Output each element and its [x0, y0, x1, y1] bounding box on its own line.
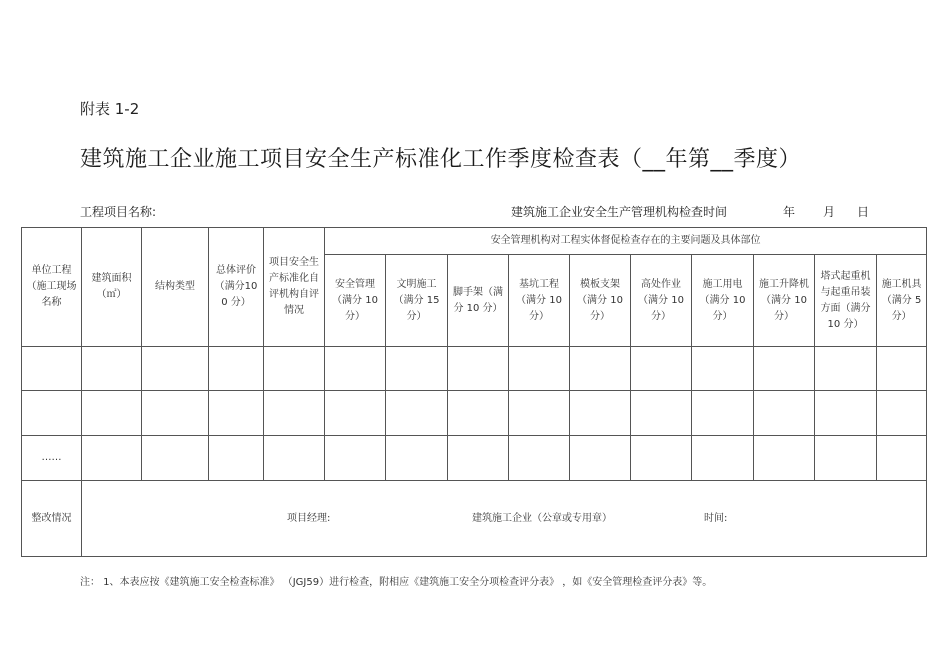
table-cell: [82, 347, 142, 391]
day-label: 日: [857, 205, 870, 219]
table-cell: [264, 347, 325, 391]
table-cell: [142, 436, 209, 481]
table-cell: [386, 436, 448, 481]
table-cell: [386, 391, 448, 436]
table-cell: [754, 391, 815, 436]
footer-time-label: 时间:: [704, 512, 728, 524]
table-cell: [509, 436, 570, 481]
subheader-formwork: 模板支架（满分 10 分）: [570, 255, 631, 347]
table-cell: [815, 436, 877, 481]
header-total-score: 总体评价（满分100 分）: [209, 228, 264, 347]
table-cell: [631, 347, 692, 391]
table-cell: [692, 391, 754, 436]
table-cell: [209, 436, 264, 481]
subheader-foundation-pit: 基坑工程（满分 10 分）: [509, 255, 570, 347]
attachment-label: 附表 1-2: [80, 100, 140, 118]
table-cell: [754, 436, 815, 481]
project-manager-label: 项目经理:: [287, 512, 331, 524]
subheader-machinery: 施工机具（满分 5 分）: [877, 255, 927, 347]
subheader-tower-crane: 塔式起重机与起重吊装方面（满分 10 分）: [815, 255, 877, 347]
table-row: [22, 391, 927, 436]
table-cell: [22, 391, 82, 436]
footnote: 注： 1、本表应按《建筑施工安全检查标准》 （JGJ59）进行检查，附相应《建筑施工安全分项检查评分表》 ，如《安全管理检查评分表》等。: [80, 577, 713, 588]
table-cell: [877, 436, 927, 481]
table-cell: [82, 436, 142, 481]
table-cell: [692, 436, 754, 481]
table-cell: [570, 391, 631, 436]
ellipsis-cell: ……: [22, 436, 82, 481]
year-label: 年: [783, 205, 796, 219]
subheader-safety-mgmt: 安全管理（满分 10 分）: [325, 255, 386, 347]
table-cell: [570, 436, 631, 481]
project-name-label: 工程项目名称:: [80, 205, 157, 219]
rectification-label: 整改情况: [22, 481, 82, 557]
table-cell: [325, 436, 386, 481]
table-cell: [142, 391, 209, 436]
table-cell: [264, 391, 325, 436]
table-cell: [22, 347, 82, 391]
table-cell: [631, 436, 692, 481]
table-cell: [325, 391, 386, 436]
header-area: 建筑面积（㎡）: [82, 228, 142, 347]
rectification-cell: [82, 481, 927, 557]
table-cell: [142, 347, 209, 391]
inspection-table: [21, 227, 927, 557]
table-cell: [754, 347, 815, 391]
table-cell: [877, 391, 927, 436]
table-cell: [570, 347, 631, 391]
header-issues-group: 安全管理机构对工程实体督促检查存在的主要问题及具体部位: [325, 228, 927, 255]
table-cell: [448, 347, 509, 391]
table-cell: [815, 391, 877, 436]
table-row: [22, 436, 927, 481]
subheader-civil-construction: 文明施工（满分 15 分）: [386, 255, 448, 347]
table-cell: [509, 391, 570, 436]
table-cell: [509, 347, 570, 391]
subheader-hoist: 施工升降机（满分 10 分）: [754, 255, 815, 347]
table-cell: [82, 391, 142, 436]
table-cell: [325, 347, 386, 391]
table-cell: [815, 347, 877, 391]
subheader-work-at-height: 高处作业（满分 10 分）: [631, 255, 692, 347]
inspection-time-label: 建筑施工企业安全生产管理机构检查时间: [511, 205, 728, 219]
table-cell: [386, 347, 448, 391]
table-cell: [448, 436, 509, 481]
table-cell: [209, 347, 264, 391]
header-structure: 结构类型: [142, 228, 209, 347]
table-cell: [692, 347, 754, 391]
table-cell: [448, 391, 509, 436]
table-cell: [209, 391, 264, 436]
table-cell: [631, 391, 692, 436]
subheader-electricity: 施工用电（满分 10 分）: [692, 255, 754, 347]
table-cell: [264, 436, 325, 481]
company-seal-label: 建筑施工企业（公章或专用章）: [472, 512, 612, 524]
page-title: 建筑施工企业施工项目安全生产标准化工作季度检查表（__年第__季度）: [80, 147, 802, 172]
table-cell: [877, 347, 927, 391]
month-label: 月: [823, 205, 836, 219]
header-unit: 单位工程（施工现场名称: [22, 228, 82, 347]
table-row: [22, 347, 927, 391]
header-self-eval: 项目安全生产标准化自评机构自评情况: [264, 228, 325, 347]
subheader-scaffold: 脚手架（满分 10 分）: [448, 255, 509, 347]
